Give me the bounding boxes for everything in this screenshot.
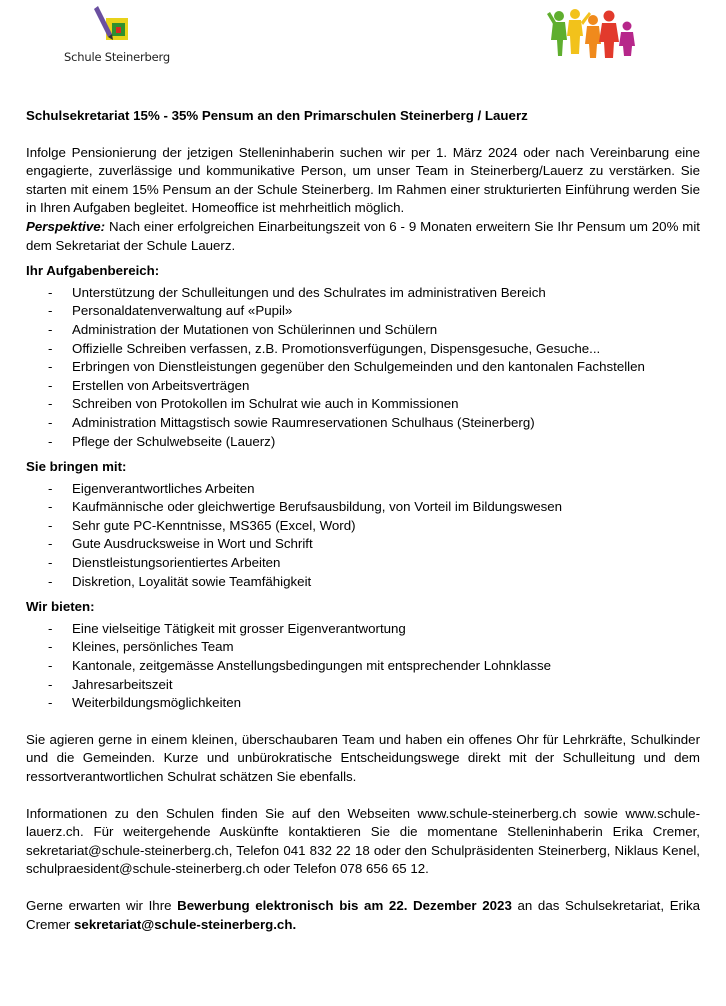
- list-item: - Schreiben von Protokollen im Schulrat wie auch in Kommissionen: [26, 395, 700, 414]
- offer-heading: Wir bieten:: [26, 599, 95, 615]
- list-item: - Pflege der Schulwebseite (Lauerz): [26, 433, 700, 452]
- info-paragraph: Informationen zu den Schulen finden Sie auf den Webseiten www.schule-steinerberg.ch sowie www.schule-lauerz.ch. Für weitergehende Auskünfte kontaktieren Sie die momentane Stelleninhaberin Erika Cremer, sekretariat@schule-steinerberg.ch, Telefon 041 832 22 18 oder den Schulpräsidenten Steinerberg, Niklaus Kenel, schulpraesident@schule-steinerberg.ch oder Telefon 078 656 65 12.: [26, 805, 700, 877]
- list-item: - Sehr gute PC-Kenntnisse, MS365 (Excel, Word): [26, 517, 700, 536]
- list-item: - Eigenverantwortliches Arbeiten: [26, 480, 700, 499]
- tasks-heading: Ihr Aufgabenbereich:: [26, 263, 160, 279]
- school-logo: [62, 6, 172, 66]
- requirements-heading: Sie bringen mit:: [26, 459, 127, 475]
- intro-paragraph: Infolge Pensionierung der jetzigen Stelleninhaberin suchen wir per 1. März 2024 oder nach Vereinbarung eine engagierte, zuverlässige und kommunikative Person, um unser Team in Steinerberg/Lauerz zu verstärken. Sie starten mit einem 15% Pensum an der Schule Steinerberg. Im Rahmen einer strukturierten Einführung werden Sie in Ihren Aufgaben begleitet. Homeoffice ist mehrheitlich möglich.: [26, 144, 700, 216]
- list-item: - Administration der Mutationen von Schülerinnen und Schülern: [26, 321, 700, 340]
- school-name: Schule Steinerberg: [64, 50, 170, 64]
- list-item: - Kaufmännische oder gleichwertige Berufsausbildung, von Vorteil im Bildungswesen: [26, 498, 700, 517]
- application-deadline: Bewerbung elektronisch bis am 22. Dezember 2023: [177, 897, 512, 913]
- perspective-paragraph: [26, 218, 700, 255]
- children-silhouettes-logo-icon: [547, 6, 639, 60]
- pencil-squares-logo-icon: [92, 6, 140, 50]
- list-item: - Kantonale, zeitgemässe Anstellungsbedingungen mit entsprechender Lohnklasse: [26, 657, 700, 676]
- list-item: - Administration Mittagstisch sowie Raumreservationen Schulhaus (Steinerberg): [26, 414, 700, 433]
- list-item: - Erbringen von Dienstleistungen gegenüber den Schulgemeinden und den kantonalen Fachstellen: [26, 358, 700, 377]
- list-item: - Dienstleistungsorientiertes Arbeiten: [26, 554, 700, 573]
- list-item: - Offizielle Schreiben verfassen, z.B. Promotionsverfügungen, Dispensgesuche, Gesuche...: [26, 340, 700, 359]
- list-item: - Gute Ausdrucksweise in Wort und Schrift: [26, 535, 700, 554]
- offer-list: [26, 620, 700, 713]
- perspective-text: Nach einer erfolgreichen Einarbeitungszeit von 6 - 9 Monaten erweitern Sie Ihr Pensum um 20% mit dem Sekretariat der Schule Lauerz.: [26, 218, 700, 253]
- list-item: - Kleines, persönliches Team: [26, 638, 700, 657]
- children-logo: [547, 6, 639, 65]
- list-item: - Personaldatenverwaltung auf «Pupil»: [26, 302, 700, 321]
- team-paragraph: Sie agieren gerne in einem kleinen, überschaubaren Team und haben ein offenes Ohr für Lehrkräfte, Schulkinder und die Gemeinden. Kurze und unbürokratische Entscheidungswege direkt mit der Schulleitung und dem ressortverantwortlichen Schulrat schätzen Sie ebenfalls.: [26, 731, 700, 784]
- closing-text-2: an das Schulsekretariat, Erika Cremer: [26, 897, 700, 932]
- perspective-label: Perspektive:: [26, 218, 106, 234]
- tasks-list: [26, 284, 700, 451]
- list-item: - Weiterbildungsmöglichkeiten: [26, 694, 700, 713]
- list-item: - Jahresarbeitszeit: [26, 676, 700, 695]
- list-item: - Diskretion, Loyalität sowie Teamfähigkeit: [26, 573, 700, 592]
- list-item: - Unterstützung der Schulleitungen und des Schulrates im administrativen Bereich: [26, 284, 700, 303]
- closing-paragraph: [26, 897, 700, 934]
- requirements-list: [26, 480, 700, 592]
- job-posting: [26, 107, 700, 934]
- list-item: - Eine vielseitige Tätigkeit mit grosser Eigenverantwortung: [26, 620, 700, 639]
- page-title: Schulsekretariat 15% - 35% Pensum an den Primarschulen Steinerberg / Lauerz: [26, 108, 528, 123]
- list-item: - Erstellen von Arbeitsverträgen: [26, 377, 700, 396]
- closing-text-1: Gerne erwarten wir Ihre: [26, 897, 178, 913]
- contact-email: sekretariat@schule-steinerberg.ch.: [74, 916, 297, 932]
